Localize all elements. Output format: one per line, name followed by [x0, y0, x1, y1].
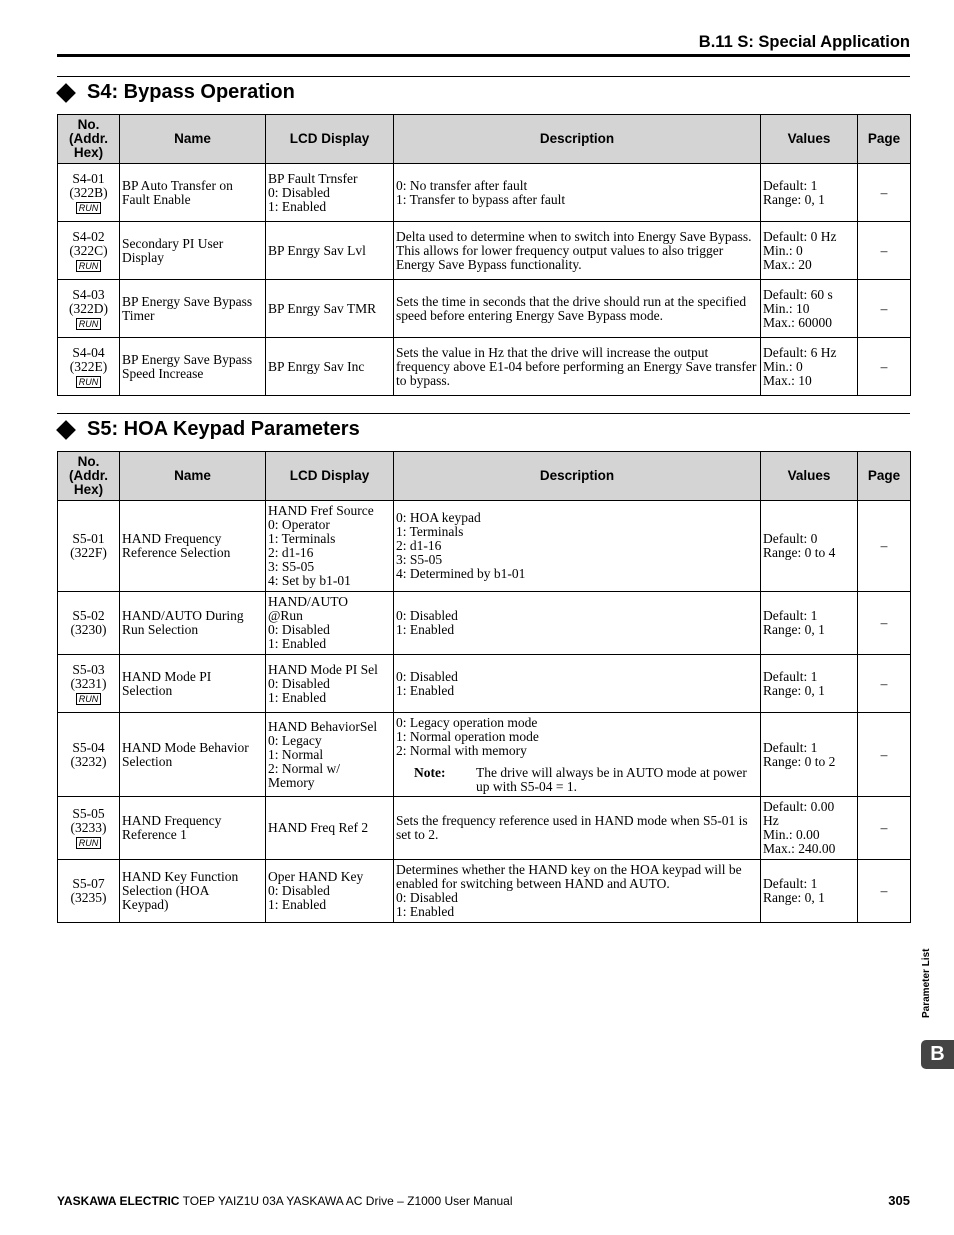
- run-badge: RUN: [76, 376, 102, 388]
- param-name: HAND Key Function Selection (HOA Keypad): [120, 860, 266, 923]
- run-badge: RUN: [76, 837, 102, 849]
- s4-section-heading: [57, 81, 295, 104]
- values: Default: 60 s Min.: 10 Max.: 60000: [761, 280, 858, 338]
- lcd-display: HAND BehaviorSel 0: Legacy 1: Normal 2: Normal w/ Memory: [266, 713, 394, 797]
- values: Default: 1 Range: 0, 1: [761, 655, 858, 713]
- description: 0: Legacy operation mode 1: Normal operation mode 2: Normal with memory: [396, 714, 539, 758]
- lcd-display: HAND/AUTO @Run 0: Disabled 1: Enabled: [266, 592, 394, 655]
- param-number-cell: [58, 338, 120, 396]
- side-tab-label: Parameter List: [921, 948, 932, 1018]
- col-header-page: Page: [858, 115, 911, 164]
- values: Default: 1 Range: 0, 1: [761, 860, 858, 923]
- lcd-display: HAND Freq Ref 2: [266, 797, 394, 860]
- param-number-cell: [58, 797, 120, 860]
- param-number: S5-05 (3233): [70, 806, 107, 835]
- description: Sets the frequency reference used in HAND mode when S5-01 is set to 2.: [394, 797, 761, 860]
- param-number: S4-04 (322E): [69, 344, 108, 374]
- s5-section-heading: [57, 418, 360, 441]
- description: Sets the value in Hz that the drive will increase the output frequency above E1-04 before performing an Energy Save transfer to bypass.: [394, 338, 761, 396]
- page-ref: –: [858, 501, 911, 592]
- lcd-display: Oper HAND Key 0: Disabled 1: Enabled: [266, 860, 394, 923]
- col-header-lcd: LCD Display: [266, 115, 394, 164]
- table-row: [58, 338, 911, 396]
- footer-doc-info: [57, 1194, 513, 1208]
- table-header-row: [58, 115, 911, 164]
- param-number: S5-03 (3231): [70, 661, 107, 691]
- note: [396, 766, 758, 794]
- footer-brand: YASKAWA ELECTRIC: [57, 1194, 180, 1208]
- page-number: 305: [888, 1193, 910, 1208]
- lcd-display: HAND Fref Source 0: Operator 1: Terminals 2: d1-16 3: S5-05 4: Set by b1-01: [266, 501, 394, 592]
- param-number-cell: [58, 222, 120, 280]
- run-badge: RUN: [76, 202, 102, 214]
- col-header-description: Description: [394, 115, 761, 164]
- lcd-display: BP Enrgy Sav Lvl: [266, 222, 394, 280]
- param-number: S5-07 (3235): [58, 860, 120, 923]
- lcd-display: BP Enrgy Sav Inc: [266, 338, 394, 396]
- description: Sets the time in seconds that the drive should run at the specified speed before entering Energy Save Bypass mode.: [394, 280, 761, 338]
- table-row: [58, 655, 911, 713]
- run-badge: RUN: [76, 693, 102, 705]
- description: 0: Disabled 1: Enabled: [394, 655, 761, 713]
- values: Default: 0 Hz Min.: 0 Max.: 20: [761, 222, 858, 280]
- footer-doc-title: TOEP YAIZ1U 03A YASKAWA AC Drive – Z1000 User Manual: [179, 1194, 513, 1208]
- param-name: HAND Frequency Reference Selection: [120, 501, 266, 592]
- col-header-name: Name: [120, 115, 266, 164]
- page-ref: –: [858, 860, 911, 923]
- s4-section-rule: [57, 76, 910, 77]
- page-ref: –: [858, 338, 911, 396]
- description: 0: HOA keypad 1: Terminals 2: d1-16 3: S5-05 4: Determined by b1-01: [394, 501, 761, 592]
- side-tab-letter: B: [921, 1040, 954, 1069]
- diamond-bullet-icon: [56, 83, 76, 103]
- param-number: S5-04 (3232): [58, 713, 120, 797]
- page-ref: –: [858, 164, 911, 222]
- description: 0: Disabled 1: Enabled: [394, 592, 761, 655]
- s5-section-rule: [57, 413, 910, 414]
- param-number: S5-01 (322F): [58, 501, 120, 592]
- note-label: Note:: [414, 764, 446, 780]
- param-number: S5-02 (3230): [58, 592, 120, 655]
- page-ref: –: [858, 280, 911, 338]
- note-text: The drive will always be in AUTO mode at power up with S5-04 = 1.: [476, 764, 747, 794]
- table-row: [58, 164, 911, 222]
- page-ref: –: [858, 222, 911, 280]
- param-name: HAND Mode PI Selection: [120, 655, 266, 713]
- param-name: HAND Mode Behavior Selection: [120, 713, 266, 797]
- lcd-display: BP Fault Trnsfer 0: Disabled 1: Enabled: [266, 164, 394, 222]
- s5-heading-text: S5: HOA Keypad Parameters: [87, 418, 360, 440]
- col-header-no: No. (Addr. Hex): [58, 452, 120, 501]
- param-number: S4-02 (322C): [69, 228, 108, 258]
- param-number-cell: [58, 280, 120, 338]
- values: Default: 6 Hz Min.: 0 Max.: 10: [761, 338, 858, 396]
- values: Default: 1 Range: 0 to 2: [761, 713, 858, 797]
- param-number-cell: [58, 655, 120, 713]
- table-row: [58, 713, 911, 797]
- header-rule: [57, 54, 910, 57]
- param-name: HAND Frequency Reference 1: [120, 797, 266, 860]
- s5-parameter-table: [57, 451, 911, 923]
- description: Determines whether the HAND key on the HOA keypad will be enabled for switching between HAND and AUTO. 0: Disabled 1: Enabled: [394, 860, 761, 923]
- page-ref: –: [858, 797, 911, 860]
- lcd-display: HAND Mode PI Sel 0: Disabled 1: Enabled: [266, 655, 394, 713]
- param-name: HAND/AUTO During Run Selection: [120, 592, 266, 655]
- description-cell: [394, 713, 761, 797]
- col-header-no: No. (Addr. Hex): [58, 115, 120, 164]
- param-name: BP Energy Save Bypass Timer: [120, 280, 266, 338]
- param-number-cell: [58, 164, 120, 222]
- run-badge: RUN: [76, 260, 102, 272]
- page-ref: –: [858, 592, 911, 655]
- col-header-lcd: LCD Display: [266, 452, 394, 501]
- values: Default: 0 Range: 0 to 4: [761, 501, 858, 592]
- table-row: [58, 501, 911, 592]
- col-header-page: Page: [858, 452, 911, 501]
- table-row: [58, 222, 911, 280]
- table-row: [58, 280, 911, 338]
- values: Default: 1 Range: 0, 1: [761, 164, 858, 222]
- col-header-values: Values: [761, 115, 858, 164]
- col-header-values: Values: [761, 452, 858, 501]
- table-row: [58, 797, 911, 860]
- page-header-title: B.11 S: Special Application: [698, 33, 910, 51]
- lcd-display: BP Enrgy Sav TMR: [266, 280, 394, 338]
- param-name: BP Energy Save Bypass Speed Increase: [120, 338, 266, 396]
- page-ref: –: [858, 655, 911, 713]
- col-header-description: Description: [394, 452, 761, 501]
- s4-parameter-table: [57, 114, 911, 396]
- values: Default: 0.00 Hz Min.: 0.00 Max.: 240.00: [761, 797, 858, 860]
- param-name: BP Auto Transfer on Fault Enable: [120, 164, 266, 222]
- param-number: S4-01 (322B): [69, 170, 108, 200]
- page-ref: –: [858, 713, 911, 797]
- values: Default: 1 Range: 0, 1: [761, 592, 858, 655]
- param-number: S4-03 (322D): [69, 286, 108, 316]
- description: 0: No transfer after fault 1: Transfer to bypass after fault: [394, 164, 761, 222]
- run-badge: RUN: [76, 318, 102, 330]
- diamond-bullet-icon: [56, 420, 76, 440]
- table-row: [58, 860, 911, 923]
- s4-heading-text: S4: Bypass Operation: [87, 81, 295, 103]
- param-name: Secondary PI User Display: [120, 222, 266, 280]
- col-header-name: Name: [120, 452, 266, 501]
- table-header-row: [58, 452, 911, 501]
- description: Delta used to determine when to switch into Energy Save Bypass. This allows for lower frequency output values to also trigger Energy Save Bypass functionality.: [394, 222, 761, 280]
- table-row: [58, 592, 911, 655]
